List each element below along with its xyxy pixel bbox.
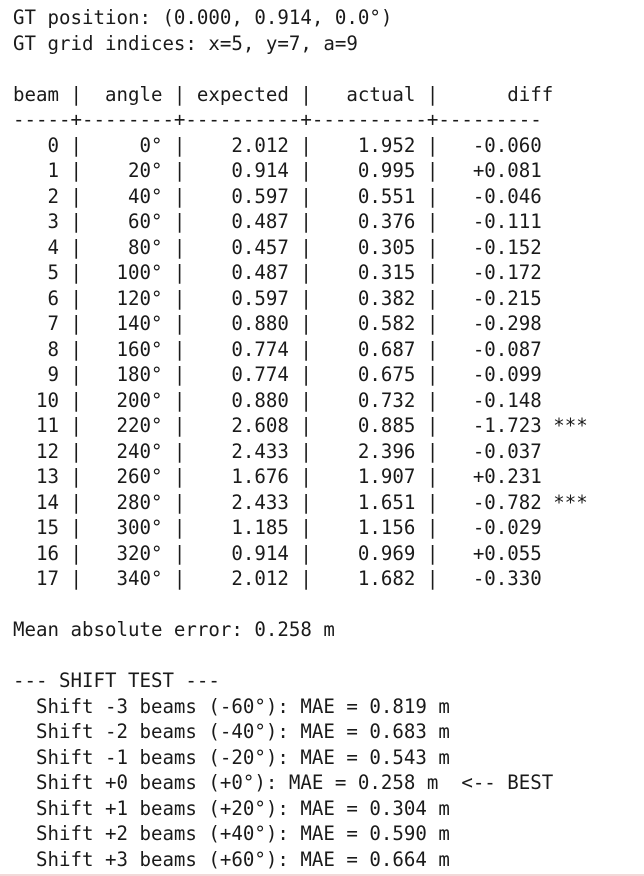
table-row: 0 | 0° | 2.012 | 1.952 | -0.060	[13, 133, 542, 157]
table-row: 3 | 60° | 0.487 | 0.376 | -0.111	[13, 210, 542, 233]
table-row: 10 | 200° | 0.880 | 0.732 | -0.148	[13, 388, 542, 412]
blank-line	[13, 643, 638, 669]
table-row: 6 | 120° | 0.597 | 0.382 | -0.215	[13, 286, 542, 310]
table-row: 16 | 320° | 0.914 | 0.969 | +0.055	[13, 541, 542, 565]
table-header: beam | angle | expected | actual | diff	[13, 82, 554, 106]
shift-test-row: Shift -2 beams (-40°): MAE = 0.683 m	[13, 720, 450, 743]
shift-test-row: Shift -3 beams (-60°): MAE = 0.819 m	[13, 694, 450, 718]
table-row: 12 | 240° | 2.433 | 2.396 | -0.037	[13, 439, 542, 463]
table-row: 15 | 300° | 1.185 | 1.156 | -0.029	[13, 516, 542, 539]
table-row: 1 | 20° | 0.914 | 0.995 | +0.081	[13, 159, 542, 182]
terminal-output	[13, 5, 638, 871]
table-row: 5 | 100° | 0.487 | 0.315 | -0.172	[13, 261, 542, 284]
table-row: 8 | 160° | 0.774 | 0.687 | -0.087	[13, 337, 542, 361]
table-row: 13 | 260° | 1.676 | 1.907 | +0.231	[13, 465, 542, 488]
gt-grid-line: GT grid indices: x=5, y=7, a=9	[13, 31, 358, 55]
gt-position-line: GT position: (0.000, 0.914, 0.0°)	[13, 6, 393, 29]
table-row: 14 | 280° | 2.433 | 1.651 | -0.782 ***	[13, 490, 588, 514]
shift-test-row: Shift +1 beams (+20°): MAE = 0.304 m	[13, 796, 450, 820]
table-row: 11 | 220° | 2.608 | 0.885 | -1.723 ***	[13, 414, 588, 437]
mae-summary-line: Mean absolute error: 0.258 m	[13, 618, 335, 641]
table-row: 2 | 40° | 0.597 | 0.551 | -0.046	[13, 184, 542, 208]
shift-test-row: Shift +2 beams (+40°): MAE = 0.590 m	[13, 822, 450, 845]
table-row: 17 | 340° | 2.012 | 1.682 | -0.330	[13, 567, 542, 590]
table-row: 4 | 80° | 0.457 | 0.305 | -0.152	[13, 235, 542, 259]
shift-test-title: --- SHIFT TEST ---	[13, 669, 220, 692]
table-row: 7 | 140° | 0.880 | 0.582 | -0.298	[13, 312, 542, 335]
blank-line	[13, 592, 638, 618]
blank-line	[13, 56, 638, 82]
table-separator: -----+--------+----------+----------+---------	[13, 108, 542, 131]
shift-test-row-best: Shift +0 beams (+0°): MAE = 0.258 m <-- BEST	[13, 771, 554, 794]
shift-test-row: Shift -1 beams (-20°): MAE = 0.543 m	[13, 745, 450, 769]
shift-test-row: Shift +3 beams (+60°): MAE = 0.664 m	[13, 847, 450, 871]
table-row: 9 | 180° | 0.774 | 0.675 | -0.099	[13, 363, 542, 386]
